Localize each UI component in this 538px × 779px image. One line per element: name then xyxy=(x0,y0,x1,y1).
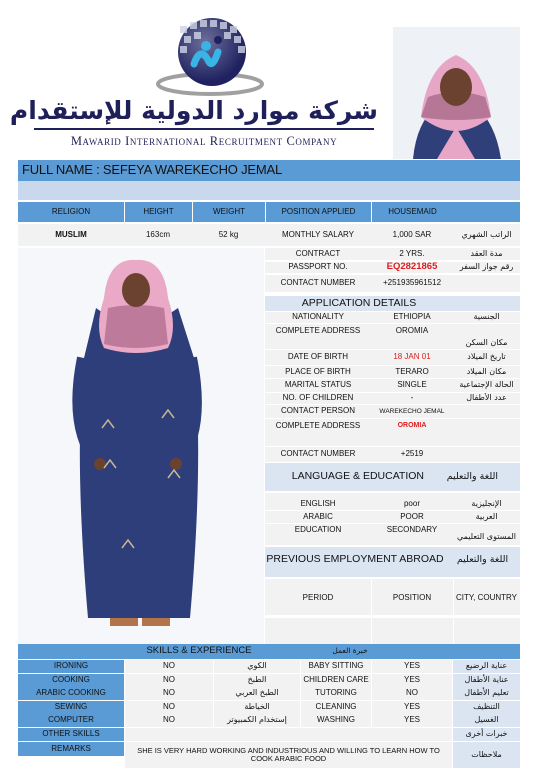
app-detail-ar xyxy=(453,447,520,462)
app-detail-value: OROMIA xyxy=(395,325,429,335)
employment-col-city: CITY, COUNTRY xyxy=(455,592,518,602)
skill-left-value: NO xyxy=(125,687,213,700)
monthly-salary-label: MONTHLY SALARY xyxy=(281,229,355,239)
language-ar: المستوى التعليمي xyxy=(456,531,517,541)
skill-left-value: NO xyxy=(125,701,213,714)
detail-label: CONTACT NUMBER xyxy=(280,278,356,288)
skills-title-ar: خبرة العمل xyxy=(332,646,368,656)
app-detail-label: CONTACT PERSON xyxy=(281,406,355,416)
app-detail-ar xyxy=(453,405,520,418)
detail-ar: مدة العقد xyxy=(470,248,503,258)
skill-left-label: IRONING xyxy=(18,660,124,673)
skill-left-label: COOKING xyxy=(18,674,124,687)
app-detail-ar: مكان السكن xyxy=(465,337,508,347)
skill-right-ar: الغسيل xyxy=(453,714,520,727)
app-detail-value: ETHIOPIA xyxy=(393,312,431,322)
skill-left-value: NO xyxy=(125,660,213,673)
app-detail-value: WAREKECHO JEMAL xyxy=(379,407,445,415)
detail-value: EQ2821865 xyxy=(386,262,438,273)
religion-header: RELIGION xyxy=(51,206,91,216)
other-skills-row xyxy=(18,728,520,741)
language-label: ARABIC xyxy=(303,511,333,521)
language-label: EDUCATION xyxy=(294,525,342,535)
app-detail-ar xyxy=(453,419,520,433)
language-value: SECONDARY xyxy=(386,525,438,535)
language-ar: العربية xyxy=(475,511,498,521)
monthly-salary-ar: الراتب الشهري xyxy=(461,229,512,239)
employment-col-position: POSITION xyxy=(392,592,432,602)
employment-col-divider-1 xyxy=(371,579,372,644)
app-detail-value: - xyxy=(410,393,414,403)
skill-right-label: CLEANING xyxy=(301,701,371,714)
header-rule xyxy=(34,128,374,130)
full-name: FULL NAME : SEFEYA WAREKECHO JEMAL xyxy=(22,162,282,177)
other-skills-label: OTHER SKILLS xyxy=(18,728,124,741)
app-detail-value: SINGLE xyxy=(397,380,427,390)
weight-value: 52 kg xyxy=(218,229,239,239)
weight-header: WEIGHT xyxy=(192,202,265,222)
skill-right-ar: تعليم الأطفال xyxy=(453,687,520,700)
app-detail-label: COMPLETE ADDRESS xyxy=(275,325,361,335)
globe-logo-icon xyxy=(150,12,270,100)
app-detail-ar: الجنسية xyxy=(473,312,500,322)
skill-right-value: YES xyxy=(372,714,452,727)
company-english-name: Mawarid International Recruitment Company xyxy=(70,134,338,148)
skill-right-label: BABY SITTING xyxy=(301,660,371,673)
language-title-ar: اللغة والتعليم xyxy=(446,470,498,482)
height-header: HEIGHT xyxy=(124,202,192,222)
detail-value: 2 YRS. xyxy=(399,248,425,258)
skill-right-value: YES xyxy=(372,701,452,714)
headshot-photo xyxy=(393,27,520,159)
remarks-text: SHE IS VERY HARD WORKING AND INDUSTRIOUS AND WILLING TO LEARN HOW TO COOK ARABIC FOOD xyxy=(125,742,452,768)
skill-right-ar: التنظيف xyxy=(453,701,520,714)
skill-left-label: SEWING xyxy=(18,701,124,714)
company-arabic-name: شركة موارد الدولية للإستقدام xyxy=(9,96,378,125)
employment-title-ar: اللغة والتعليم xyxy=(456,553,509,565)
language-label: ENGLISH xyxy=(300,498,336,508)
skill-left-value: NO xyxy=(125,674,213,687)
app-detail-value: OROMIA xyxy=(397,422,427,430)
application-details-title: APPLICATION DETAILS xyxy=(301,296,417,309)
language-title: LANGUAGE & EDUCATION xyxy=(291,470,424,483)
language-value: POOR xyxy=(400,511,424,521)
skill-right-value: NO xyxy=(372,687,452,700)
skill-left-value: NO xyxy=(125,714,213,727)
skill-left-ar: الكوي xyxy=(214,660,300,673)
skill-right-ar: عناية الرضيع xyxy=(453,660,520,673)
skill-left-ar: الطبخ xyxy=(214,674,300,687)
skill-left-label: ARABIC COOKING xyxy=(18,687,124,700)
app-detail-ar: عدد الأطفال xyxy=(466,393,507,403)
height-value: 163cm xyxy=(145,229,170,239)
skill-right-value: YES xyxy=(372,674,452,687)
app-detail-label: DATE OF BIRTH xyxy=(287,352,349,362)
remarks-label: REMARKS xyxy=(18,742,124,756)
employment-col-divider-2 xyxy=(453,579,454,644)
app-detail-label: NATIONALITY xyxy=(292,312,344,322)
app-detail-value: +2519 xyxy=(400,449,424,459)
app-detail-ar: الحالة الإجتماعية xyxy=(459,380,514,390)
app-detail-value: TERARO xyxy=(395,366,429,376)
skill-left-ar: إستخدام الكمبيوتر xyxy=(214,714,300,727)
position-applied-value: HOUSEMAID xyxy=(371,202,453,222)
position-applied-header: POSITION APPLIED xyxy=(265,202,371,222)
skill-right-label: TUTORING xyxy=(301,687,371,700)
skill-right-value: YES xyxy=(372,660,452,673)
language-ar: الإنجليزية xyxy=(471,498,502,508)
skill-left-ar: الخياطة xyxy=(214,701,300,714)
monthly-salary-value: 1,000 SAR xyxy=(392,229,432,239)
skill-right-label: CHILDREN CARE xyxy=(301,674,371,687)
skill-right-label: WASHING xyxy=(301,714,371,727)
employment-col-period: PERIOD xyxy=(302,592,334,602)
full-body-photo xyxy=(18,248,264,644)
app-detail-label: PLACE OF BIRTH xyxy=(285,366,351,376)
skill-right-ar: عناية الأطفال xyxy=(453,674,520,687)
employment-empty-row xyxy=(265,617,520,644)
remarks-ar: ملاحظات xyxy=(453,742,520,768)
detail-ar: رقم جواز السفر xyxy=(459,262,514,272)
app-detail-ar: مكان الميلاد xyxy=(466,366,507,376)
detail-label: PASSPORT NO. xyxy=(288,262,348,272)
app-detail-value: 18 JAN 01 xyxy=(393,352,431,362)
app-detail-label: COMPLETE ADDRESS xyxy=(275,420,361,430)
employment-title: PREVIOUS EMPLOYMENT ABROAD xyxy=(266,553,444,566)
app-detail-label: NO. OF CHILDREN xyxy=(282,393,354,403)
religion-value: MUSLIM xyxy=(55,229,87,239)
company-logo xyxy=(150,12,270,100)
other-skills-value xyxy=(125,728,452,741)
skill-left-label: COMPUTER xyxy=(18,714,124,727)
detail-ar xyxy=(453,275,520,292)
app-detail-ar: تاريخ الميلاد xyxy=(467,352,506,362)
app-detail-label: MARITAL STATUS xyxy=(284,380,352,390)
detail-label: CONTRACT xyxy=(295,248,341,258)
other-skills-ar: خبرات أخرى xyxy=(453,728,520,741)
spacer-row xyxy=(18,181,520,200)
language-value: poor xyxy=(403,498,420,508)
remarks-row xyxy=(18,742,520,768)
app-detail-label: CONTACT NUMBER xyxy=(280,449,356,459)
skills-title: SKILLS & EXPERIENCE xyxy=(146,645,252,657)
detail-value: +251935961512 xyxy=(382,278,442,288)
skill-left-ar: الطبخ العربي xyxy=(214,687,300,700)
